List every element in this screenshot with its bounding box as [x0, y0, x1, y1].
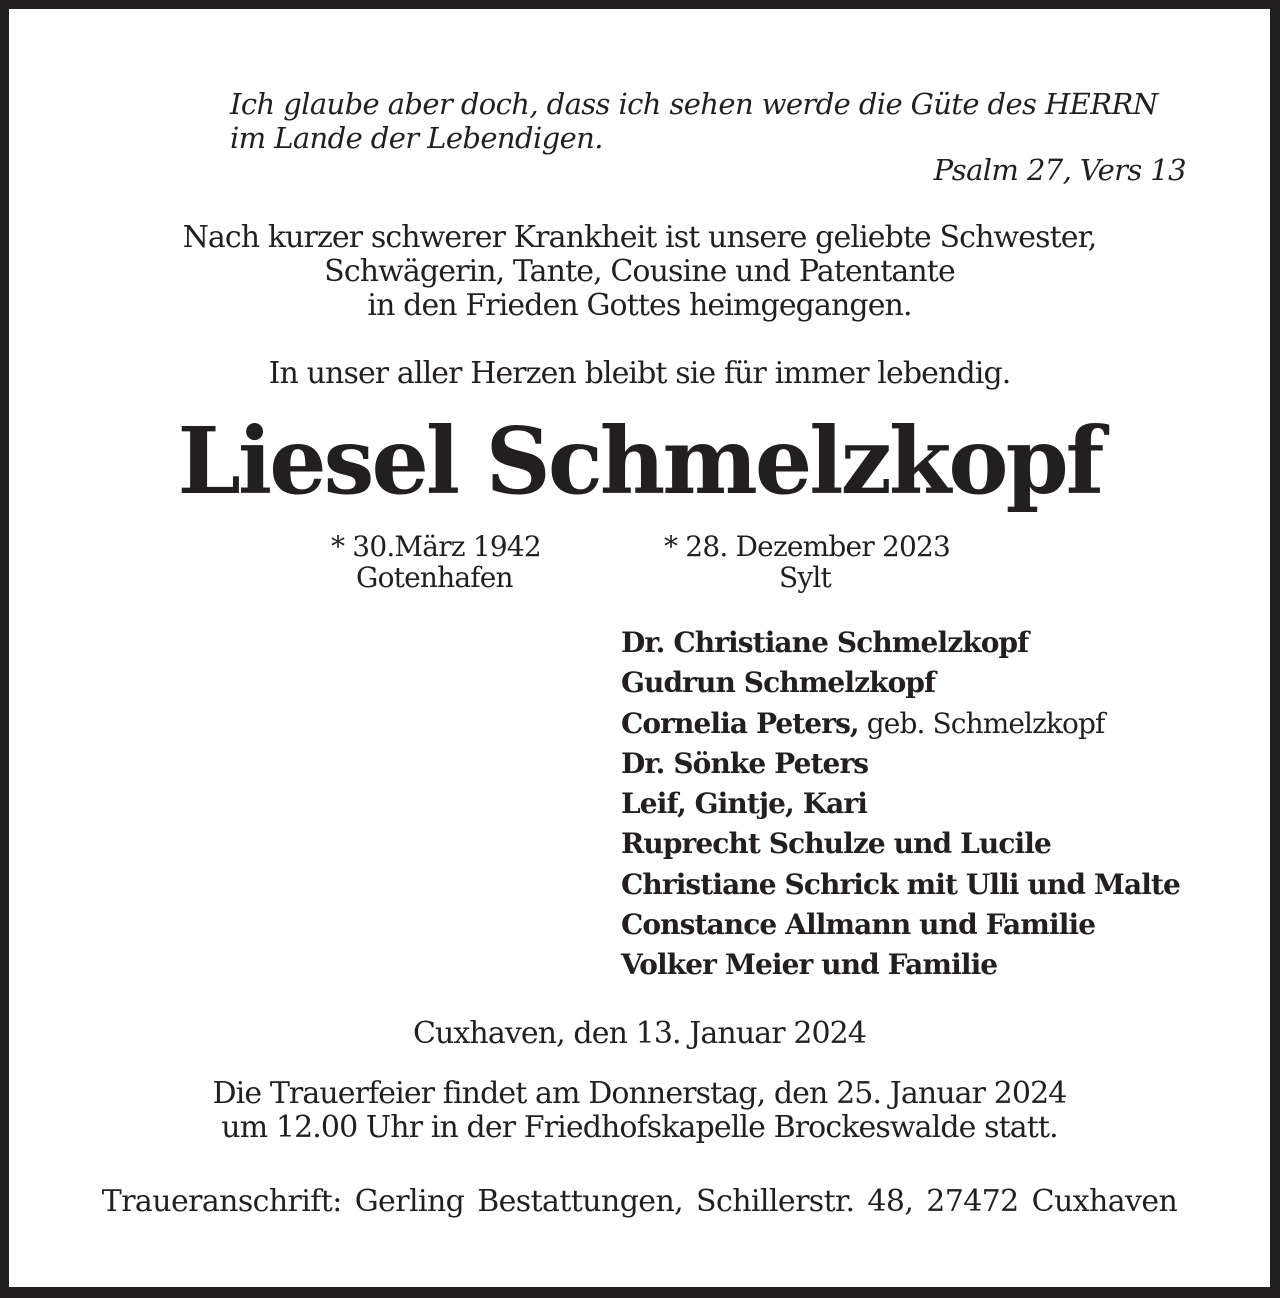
mourner-item: Cornelia Peters, geb. Schmelzkopf	[621, 706, 1105, 740]
quote-line: im Lande der Lebendigen.	[230, 121, 603, 155]
maiden-name: geb. Schmelzkopf	[858, 706, 1105, 740]
memorial-line: In unser aller Herzen bleibt sie für immer lebendig.	[268, 356, 1011, 391]
mourner-item: Volker Meier und Familie	[621, 948, 998, 982]
obituary-notice	[9, 9, 1270, 1287]
announcement-line: Schwägerin, Tante, Cousine und Patentante	[324, 254, 955, 289]
mourner-item: Dr. Sönke Peters	[621, 746, 869, 780]
funeral-line: um 12.00 Uhr in der Friedhofskapelle Brockeswalde statt.	[221, 1110, 1058, 1145]
mourner-item: Dr. Christiane Schmelzkopf	[621, 626, 1029, 659]
birth-place: Gotenhafen	[356, 561, 513, 594]
mourner-item: Christiane Schrick mit Ulli und Malte	[621, 867, 1180, 901]
mourner-item: Ruprecht Schulze und Lucile	[621, 827, 1051, 861]
deceased-name: Liesel Schmelzkopf	[177, 407, 1102, 515]
mourners-list	[621, 623, 1180, 986]
mourner-item: Leif, Gintje, Kari	[621, 787, 868, 821]
mourner-item: Gudrun Schmelzkopf	[621, 666, 936, 700]
death-date: * 28. Dezember 2023	[664, 530, 951, 563]
quote-reference: Psalm 27, Vers 13	[933, 153, 1186, 187]
announcement-line: Nach kurzer schwerer Krankheit ist unsere geliebte Schwester,	[182, 220, 1097, 255]
funeral-line: Die Trauerfeier findet am Donnerstag, den 25. Januar 2024	[212, 1076, 1067, 1111]
death-place: Sylt	[779, 561, 832, 594]
bible-quote	[230, 87, 1157, 155]
mourning-address: Traueranschrift: Gerling Bestattungen, Schillerstr. 48, 27472 Cuxhaven	[101, 1184, 1178, 1219]
quote-line: Ich glaube aber doch, dass ich sehen werde die Güte des HERRN	[230, 87, 1158, 121]
funeral-info	[9, 1077, 1270, 1145]
announcement-text	[9, 221, 1270, 323]
announcement-line: in den Frieden Gottes heimgegangen.	[367, 288, 912, 323]
place-date: Cuxhaven, den 13. Januar 2024	[412, 1016, 867, 1051]
mourner-item: Constance Allmann und Familie	[621, 908, 1096, 942]
birth-date: * 30.März 1942	[331, 530, 541, 563]
